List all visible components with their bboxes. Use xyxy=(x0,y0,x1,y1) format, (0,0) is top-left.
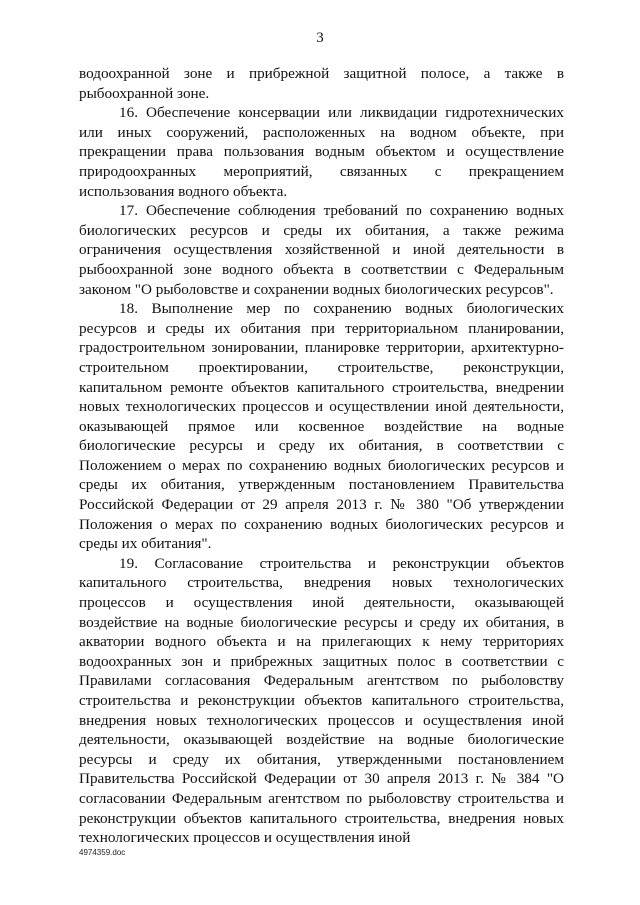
paragraph-item-18: 18. Выполнение мер по сохранению водных биологических ресурсов и среды их обитания при территориальном планировании, градостроительном зонировании, планировке территории, архитектурно-строительном проектировании, строительстве, реконструкции, капитальном ремонте объектов капитального строительства, внедрении новых технологических процессов и осуществлении иной деятельности, оказывающей прямое или косвенное воздействие на водные биологические ресурсы и среду их обитания, в соответствии с Положением о мерах по сохранению водных биологических ресурсов и среды их обитания, утвержденным постановлением Правительства Российской Федерации от 29 апреля 2013 г. № 380 "Об утверждении Положения о мерах по сохранению водных биологических ресурсов и среды их обитания". xyxy=(79,300,564,553)
document-body xyxy=(79,64,564,848)
document-file-code: 4974359.doc xyxy=(79,848,126,857)
paragraph-item-16: 16. Обеспечение консервации или ликвидации гидротехнических или иных сооружений, расположенных на водном объекте, при прекращении права пользования водным объектом и осуществление природоохранных мероприятий, связанных с прекращением использования водного объекта. xyxy=(79,104,564,200)
paragraph-item-17: 17. Обеспечение соблюдения требований по сохранению водных биологических ресурсов и среды их обитания, а также режима ограничения осуществления хозяйственной и иной деятельности в рыбоохранной зоне водного объекта в соответствии с Федеральным законом "О рыболовстве и сохранении водных биологических ресурсов". xyxy=(79,202,564,298)
paragraph-item-19: 19. Согласование строительства и реконструкции объектов капитального строительства, внедрения новых технологических процессов и осуществления иной деятельности, оказывающей воздействие на водные биологические ресурсы и среду их обитания, в акватории водного объекта и на прилегающих к нему территориях водоохранных зон и прибрежных защитных полос в соответствии с Правилами согласования Федеральным агентством по рыболовству строительства и реконструкции объектов капитального строительства, внедрения новых технологических процессов и осуществления иной деятельности, оказывающей воздействие на водные биологические ресурсы и среду их обитания, утвержденными постановлением Правительства Российской Федерации от 30 апреля 2013 г. № 384 "О согласовании Федеральным агентством по рыболовству строительства и реконструкции объектов капитального строительства, внедрения новых технологических процессов и осуществления иной xyxy=(79,554,564,847)
page-number: 3 xyxy=(316,30,324,46)
paragraph-continuation: водоохранной зоне и прибрежной защитной полосе, а также в рыбоохранной зоне. xyxy=(79,65,564,102)
